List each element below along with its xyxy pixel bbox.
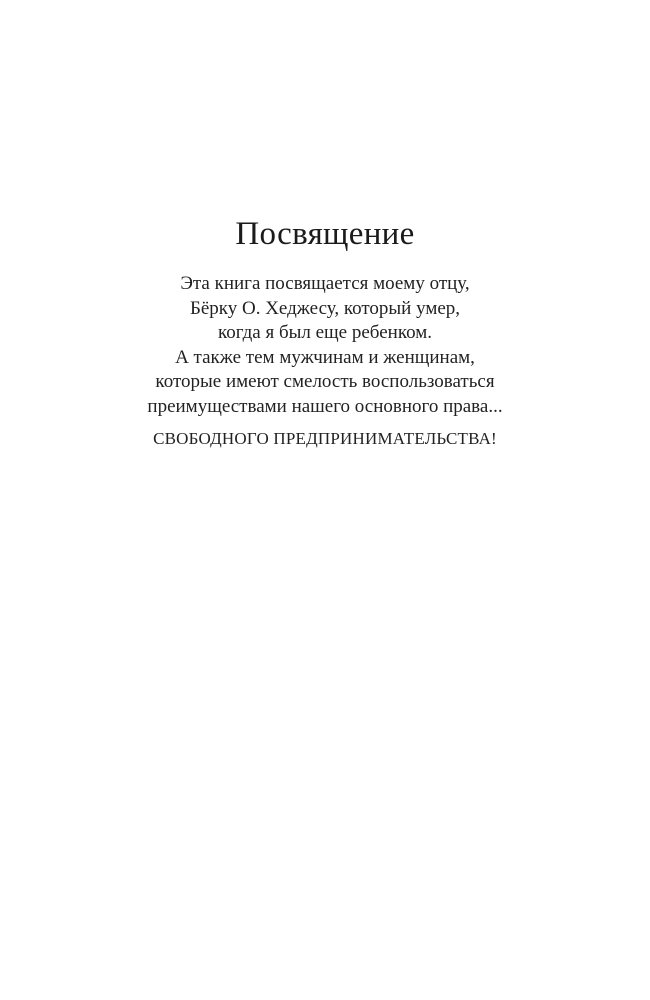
dedication-text — [0, 272, 650, 419]
dedication-closing: СВОБОДНОГО ПРЕДПРИНИМАТЕЛЬСТВА! — [153, 429, 497, 448]
page-title: Посвящение — [235, 216, 415, 252]
dedication-line: А также тем мужчинам и женщинам, — [175, 346, 475, 368]
dedication-line: Эта книга посвящается моему отцу, — [180, 273, 470, 294]
dedication-line: преимуществами нашего основного права... — [147, 395, 503, 417]
dedication-line: которые имеют смелость воспользоваться — [155, 371, 495, 392]
dedication-line: Бёрку О. Хеджесу, который умер, — [189, 297, 461, 319]
dedication-line: когда я был еще ребенком. — [218, 322, 432, 343]
